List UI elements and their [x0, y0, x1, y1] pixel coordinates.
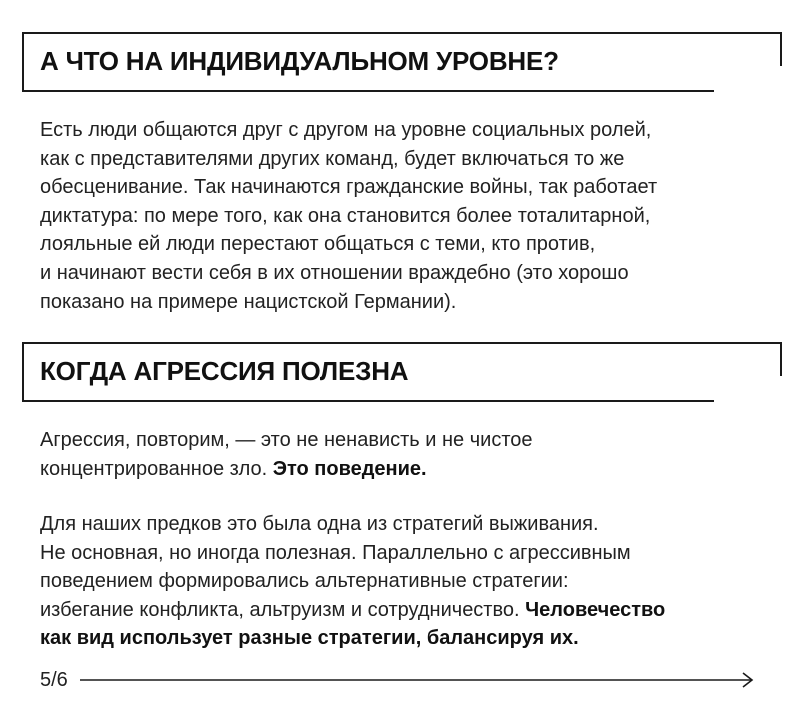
text-line: лояльные ей люди перестают общаться с теми, кто против, [40, 233, 596, 256]
text-bold-emphasis: Человечество [525, 598, 666, 621]
footer-navigation [40, 668, 760, 692]
section-body-individual [40, 116, 780, 316]
text-bold-emphasis: как вид использует разные стратегии, балансируя их. [40, 627, 579, 650]
section-title-individual: А ЧТО НА ИНДИВИДУАЛЬНОМ УРОВНЕ? [40, 46, 559, 76]
section-body-aggression-paragraph-1 [40, 426, 780, 483]
text-line: Есть люди общаются друг с другом на уровне социальных ролей, [40, 119, 652, 141]
text-line: как с представителями других команд, будет включаться то же [40, 147, 625, 170]
page-indicator: 5/6 [40, 669, 68, 691]
text-bold-emphasis: Это поведение. [272, 457, 427, 480]
text-line: диктатура: по мере того, как она становится более тоталитарной, [40, 204, 651, 227]
header-frame-right [780, 32, 782, 66]
section-header-individual [22, 32, 782, 92]
text-line [40, 596, 780, 625]
header-frame-left [22, 342, 24, 402]
header-frame-right [780, 342, 782, 376]
header-frame-left [22, 32, 24, 92]
text-line: обесценивание. Так начинаются гражданские войны, так работает [40, 176, 658, 199]
header-frame-bottom [22, 90, 714, 92]
section-body-aggression-paragraph-2 [40, 510, 780, 653]
header-frame-top [22, 32, 782, 34]
arrow-right-icon[interactable] [80, 671, 756, 689]
text-regular: концентрированное зло. [40, 457, 273, 480]
text-line: показано на примере нацистской Германии). [40, 290, 457, 313]
text-line: и начинают вести себя в их отношении враждебно (это хорошо [40, 261, 629, 284]
header-frame-top [22, 342, 782, 344]
section-title-aggression: КОГДА АГРЕССИЯ ПОЛЕЗНА [40, 356, 409, 386]
text-line: поведением формировались альтернативные стратегии: [40, 570, 569, 593]
text-line: Агрессия, повторим, — это не ненависть и не чистое [40, 429, 533, 451]
text-regular: избегание конфликта, альтруизм и сотрудничество. [40, 598, 526, 621]
header-frame-bottom [22, 400, 714, 402]
text-line: Не основная, но иногда полезная. Параллельно с агрессивным [40, 541, 631, 564]
text-line [40, 455, 780, 484]
text-line [40, 624, 780, 653]
text-line: Для наших предков это была одна из стратегий выживания. [40, 513, 599, 535]
section-header-aggression [22, 342, 782, 402]
